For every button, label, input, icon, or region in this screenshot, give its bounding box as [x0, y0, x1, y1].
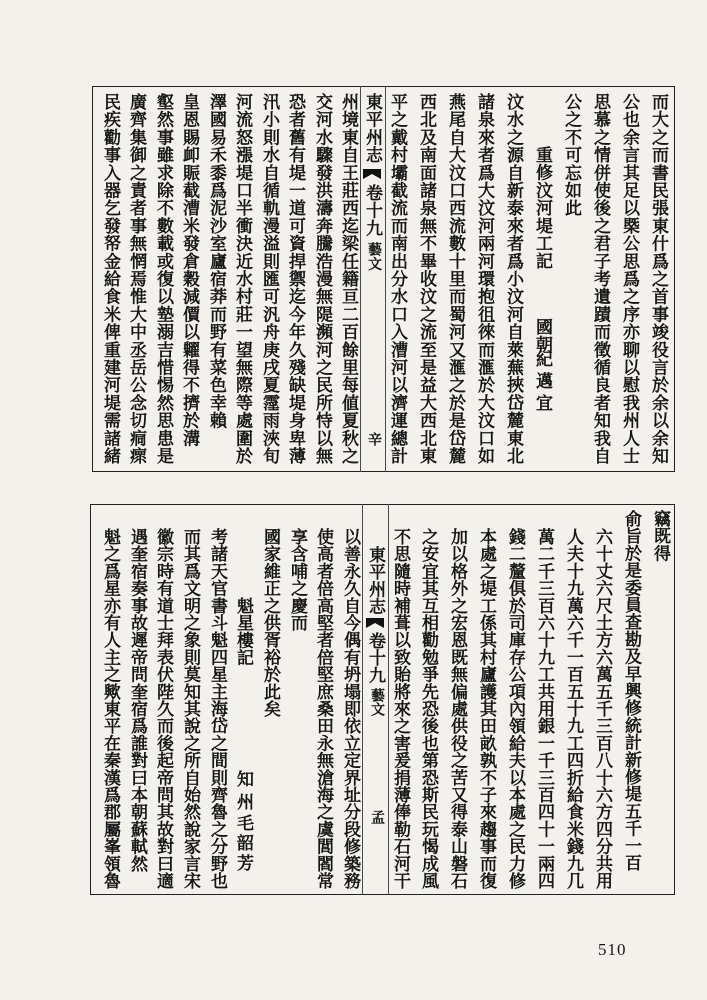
upper-header-folio: 辛 — [366, 432, 382, 447]
lower-text-column: 徽宗時有道士拜表伏陛久而後起帝問其故對曰適 — [153, 528, 173, 890]
lower-text-column: 使高者倍高堅者倍堅庶桑田永無滄海之虞閭閻常 — [313, 528, 333, 890]
lower-center-rule-right — [388, 504, 389, 895]
upper-text-column: 民疾勸事入器乞發帑金給食米俾重建河堤需諸緒 — [100, 93, 120, 465]
lower-text-column: 國家維正之供胥裕於此矣 — [260, 528, 280, 718]
upper-text-column: 澤國易禾黍爲泥沙室廬宿莽而野有菜色幸賴 — [206, 93, 226, 430]
upper-article-author: 紀邁宜 — [532, 350, 552, 416]
lower-text-column: 而其爲文明之象則莫知其說之所自始然說家言宋 — [180, 528, 200, 890]
lower-text-column: 遇奎宿奏事故遲帝問奎宿爲誰對曰本朝蘇軾然 — [127, 528, 147, 872]
upper-text-column: 而大之而書民張東什爲之首事竣役言於余以余知 — [648, 93, 668, 465]
upper-center-rule-left — [360, 86, 361, 472]
lower-text-column: 六十丈六尺土方六萬五千三百八十六方四分共用 — [592, 528, 612, 890]
lower-article-title: 魁星樓記 — [233, 597, 253, 666]
lower-text-column: 以善永久自今偶有坍塌即依立定界址分段修築務 — [340, 528, 360, 890]
upper-text-column: 恐者舊有堤一道可資捍禦迄今年久殘缺堤身卑薄 — [285, 93, 305, 465]
upper-text-column: 平之戴村壩截流而南出分水口入漕河以濟運總計 — [387, 93, 407, 465]
lower-header-book-title: 東平州志 — [365, 546, 385, 615]
upper-text-column: 公之不可忘如此 — [561, 93, 581, 217]
lower-article-author: 毛韶芳 — [233, 814, 253, 874]
upper-text-column: 交河水驟發洪濤奔騰浩漫無隄瀕河之民所恃以無 — [312, 93, 332, 465]
lower-text-column: 加以格外之宏恩既無偏處供役之苦又得泰山磐石 — [447, 528, 467, 890]
upper-header-juan: 卷十九 — [362, 184, 382, 238]
upper-center-rule-right — [385, 86, 386, 472]
lower-header-folio: 孟 — [369, 810, 385, 825]
upper-text-column: 廣齊集御之責者事無惘焉惟大中丞岳公念切痌瘝 — [126, 93, 146, 465]
page-number: 510 — [598, 940, 627, 959]
upper-article-dynasty: 國朝 — [532, 318, 552, 354]
lower-text-column: 享含哺之慶而 — [287, 528, 307, 632]
lower-center-rule-left — [362, 504, 363, 895]
upper-text-column: 公也余言其足以槩公思爲之序亦聊以慰我州人士 — [619, 93, 639, 465]
lower-text-column: 俞旨於是委員查勘及早興修統計新修堤五千一百 — [621, 510, 641, 872]
upper-article-title: 重修汶河堤工記 — [532, 146, 552, 270]
lower-header-juan: 卷十九 — [365, 632, 385, 684]
upper-text-column: 州境東自王莊西迄梁任籍亘二百餘里每値夏秋之 — [338, 93, 358, 465]
lower-text-column: 本處之堤工係其村廬護其田畝孰不子來趨事而復 — [476, 528, 496, 890]
upper-text-column: 西北及南面諸泉無不畢收汶之流至是益大西北東 — [416, 93, 436, 465]
upper-header-section: 藝文 — [366, 242, 382, 272]
upper-text-column: 燕尾自大汶口西流數十里而蜀河又滙之於是岱麓 — [445, 93, 465, 465]
upper-text-column: 思慕之情併使後之君子考遺蹟而徵循良者知我自 — [590, 93, 610, 465]
lower-text-column: 之安宜其互相勸勉爭先恐後也第恐斯民玩愒成風 — [418, 528, 438, 890]
upper-text-column: 壑然事雖求除不數載或復以墊溺吉惜惕然思患是 — [153, 93, 173, 465]
upper-text-column: 河流怒漲堤口半衝決近水村莊一望無際等處圍於 — [232, 93, 252, 465]
upper-text-column: 諸泉來者爲大汶河兩河環抱徂徠而滙於大汶口如 — [474, 93, 494, 465]
lower-article-office: 知州 — [233, 770, 253, 816]
lower-text-column: 萬二千三百六十九工共用銀一千三百四十一兩四 — [534, 528, 554, 890]
lower-header-section: 藝文 — [369, 688, 385, 717]
lower-text-column: 不思隨時補葺以致貽將來之害爰捐薄俸勒石河干 — [390, 528, 410, 890]
lower-text-column: 魁之爲星亦有人主之歟東平在秦漢爲郡屬峯領魯 — [100, 528, 120, 890]
upper-text-column: 皇恩賜卹賑截漕米發倉穀減價以糶得不擠於溝 — [179, 93, 199, 447]
upper-header-book-title: 東平州志 — [362, 93, 382, 164]
lower-text-column: 竊既得 — [650, 510, 670, 562]
lower-text-column: 考諸天官書斗魁四星主海岱之間則齊魯之分野也 — [207, 528, 227, 890]
lower-text-column: 人夫十九萬六千一百五十九工四折給食米錢九几 — [563, 528, 583, 890]
upper-text-column: 汶水之源自新泰來者爲小汶河自萊蕪挾岱麓東北 — [503, 93, 523, 465]
upper-text-column: 汛小則水自循軌漫溢則匯可汎舟庚戌夏霪雨浹旬 — [259, 93, 279, 465]
lower-text-column: 錢二釐俱於司庫存公項內領給夫以本處之民力修 — [505, 528, 525, 890]
